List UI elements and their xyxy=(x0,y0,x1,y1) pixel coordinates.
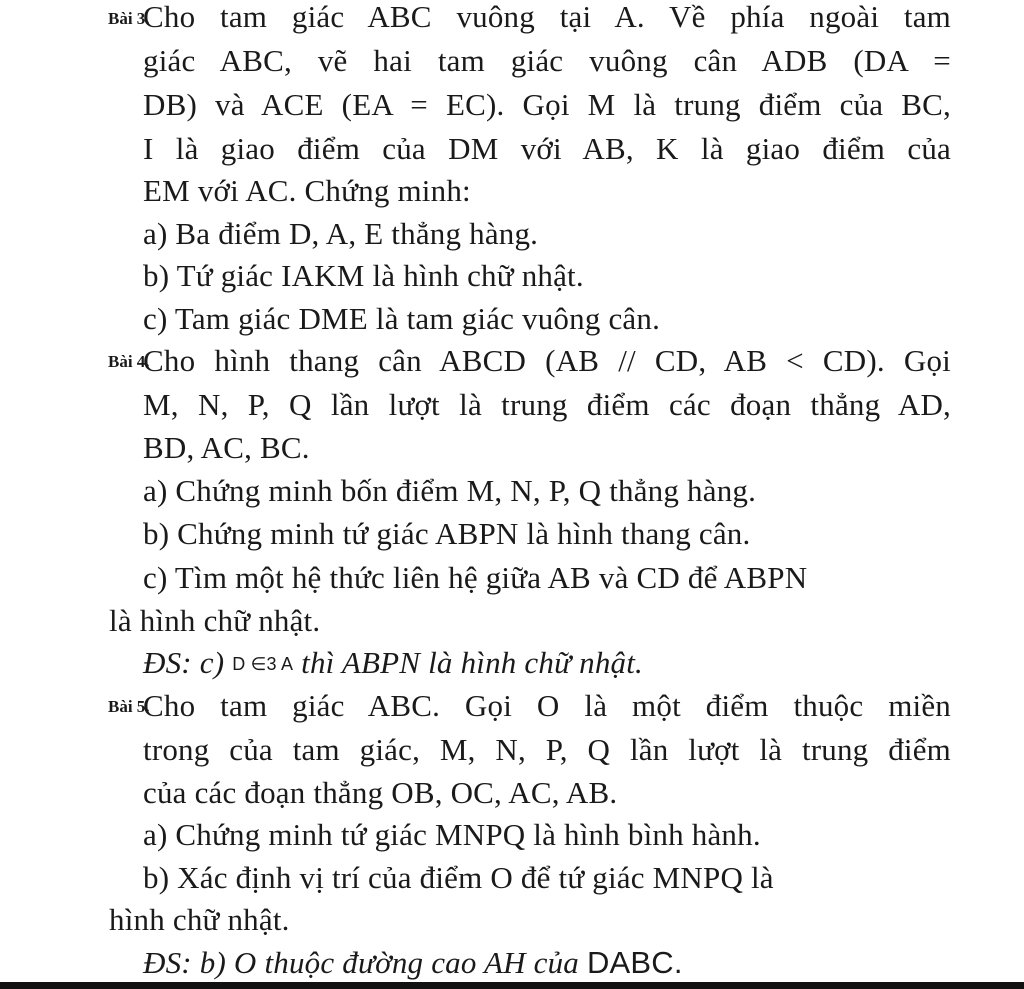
problem-5-line-2: trong của tam giác, M, N, P, Q lần lượt là trung điểm xyxy=(143,732,951,767)
problem-5-line-3: của các đoạn thẳng OB, OC, AC, AB. xyxy=(143,775,618,810)
problem-3-line-2: giác ABC, vẽ hai tam giác vuông cân ADB (DA = xyxy=(143,43,951,78)
problem-3-line-3: DB) và ACE (EA = EC). Gọi M là trung điểm của BC, xyxy=(143,87,951,122)
problem-3-line-5: EM với AC. Chứng minh: xyxy=(143,173,471,208)
problem-4-answer-formula: D ∈3 A xyxy=(232,654,294,674)
problem-3-line-1: Cho tam giác ABC vuông tại A. Về phía ngoài tam xyxy=(143,0,951,34)
problem-5-part-b: b) Xác định vị trí của điểm O để tứ giác MNPQ là xyxy=(143,860,774,895)
problem-3-label: Bài 3. xyxy=(108,9,150,28)
problem-4-label: Bài 4. xyxy=(108,352,150,371)
problem-4-part-c-continued: là hình chữ nhật. xyxy=(109,603,321,638)
problem-3-part-a: a) Ba điểm D, A, E thẳng hàng. xyxy=(143,216,539,251)
problem-4-answer xyxy=(143,642,643,685)
problem-4-answer-prefix: ĐS: c) xyxy=(143,645,225,680)
problem-3-line-4: I là giao điểm của DM với AB, K là giao điểm của xyxy=(143,131,951,166)
problem-3-part-c: c) Tam giác DME là tam giác vuông cân. xyxy=(143,301,661,336)
problem-5-answer-prefix: ĐS: b) O thuộc đường cao AH của xyxy=(143,945,579,980)
problem-4-line-1: Cho hình thang cân ABCD (AB // CD, AB < CD). Gọi xyxy=(143,343,951,378)
problem-4-line-3: BD, AC, BC. xyxy=(143,430,310,465)
bottom-border xyxy=(0,982,1024,989)
problem-4-part-b: b) Chứng minh tứ giác ABPN là hình thang cân. xyxy=(143,516,751,551)
problem-5-part-a: a) Chứng minh tứ giác MNPQ là hình bình hành. xyxy=(143,817,761,852)
problem-4-answer-suffix: thì ABPN là hình chữ nhật. xyxy=(301,645,644,680)
problem-5-label: Bài 5. xyxy=(108,697,150,716)
problem-5-answer xyxy=(143,942,683,984)
problem-4-part-a: a) Chứng minh bốn điểm M, N, P, Q thẳng hàng. xyxy=(143,473,757,508)
problem-4-part-c: c) Tìm một hệ thức liên hệ giữa AB và CD để ABPN xyxy=(143,560,808,595)
problem-3-part-b: b) Tứ giác IAKM là hình chữ nhật. xyxy=(143,258,584,293)
problem-5-answer-triangle: DABC. xyxy=(586,945,683,980)
problem-5-line-1: Cho tam giác ABC. Gọi O là một điểm thuộc miền xyxy=(143,688,951,723)
problem-5-part-b-continued: hình chữ nhật. xyxy=(109,902,290,937)
problem-4-line-2: M, N, P, Q lần lượt là trung điểm các đoạn thẳng AD, xyxy=(143,387,951,422)
